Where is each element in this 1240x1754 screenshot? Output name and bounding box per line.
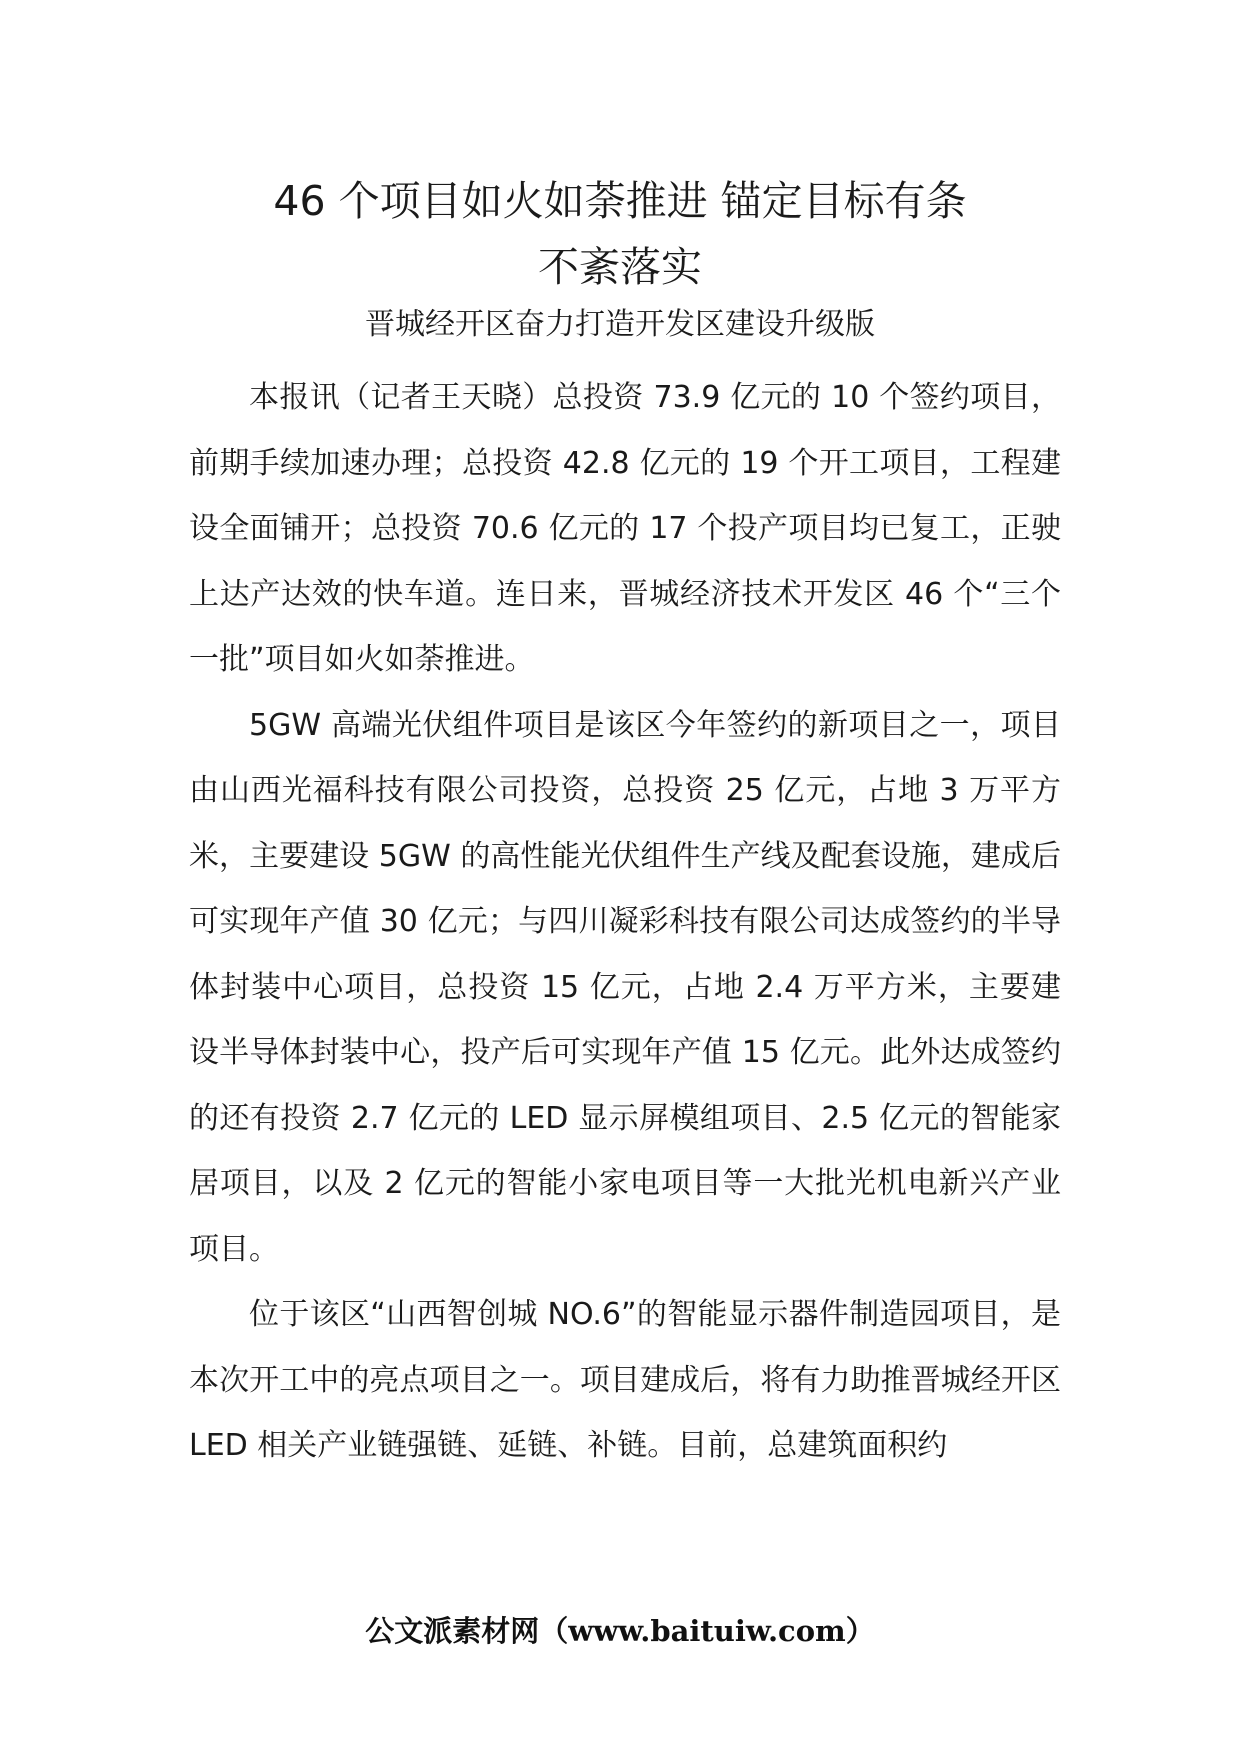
title-line-2: 不紊落实 [538,243,702,291]
title-line-1: 46 个项目如火如荼推进 锚定目标有条 [273,177,967,225]
document-title [180,168,1060,300]
body-paragraph: 5GW 高端光伏组件项目是该区今年签约的新项目之一，项目由山西光福科技有限公司投资，总投资 25 亿元，占地 3 万平方米，主要建设 5GW 的高性能光伏组件生产线及配套设施，建成后可实现年产值 30 亿元；与四川凝彩科技有限公司达成签约的半导体封装中心项目，总投资 15 亿元，占地 2.4 万平方米，主要建设半导体封装中心，投产后可实现年产值 15 亿元。此外达成签约的还有投资 2.7 亿元的 LED 显示屏模组项目、2.5 亿元的智能家居项目，以及 2 亿元的智能小家电项目等一大批光机电新兴产业项目。 [189,707,1061,1267]
source-footer: 公文派素材网（www.baituiw.com） [365,1614,875,1648]
body-paragraph: 位于该区“山西智创城 NO.6”的智能显示器件制造园项目，是本次开工中的亮点项目之一。项目建成后，将有力助推晋城经开区 LED 相关产业链强链、延链、补链。目前，总建筑面积约 [189,1297,1061,1463]
document-subtitle: 晋城经开区奋力打造开发区建设升级版 [365,307,875,342]
body-paragraph: 本报讯（记者王天晓）总投资 73.9 亿元的 10 个签约项目，前期手续加速办理；总投资 42.8 亿元的 19 个开工项目，工程建设全面铺开；总投资 70.6 亿元的 17 个投产项目均已复工，正驶上达产达效的快车道。连日来，晋城经济技术开发区 46 个“三个一批”项目如火如荼推进。 [189,380,1061,677]
document-body [189,365,1061,1479]
